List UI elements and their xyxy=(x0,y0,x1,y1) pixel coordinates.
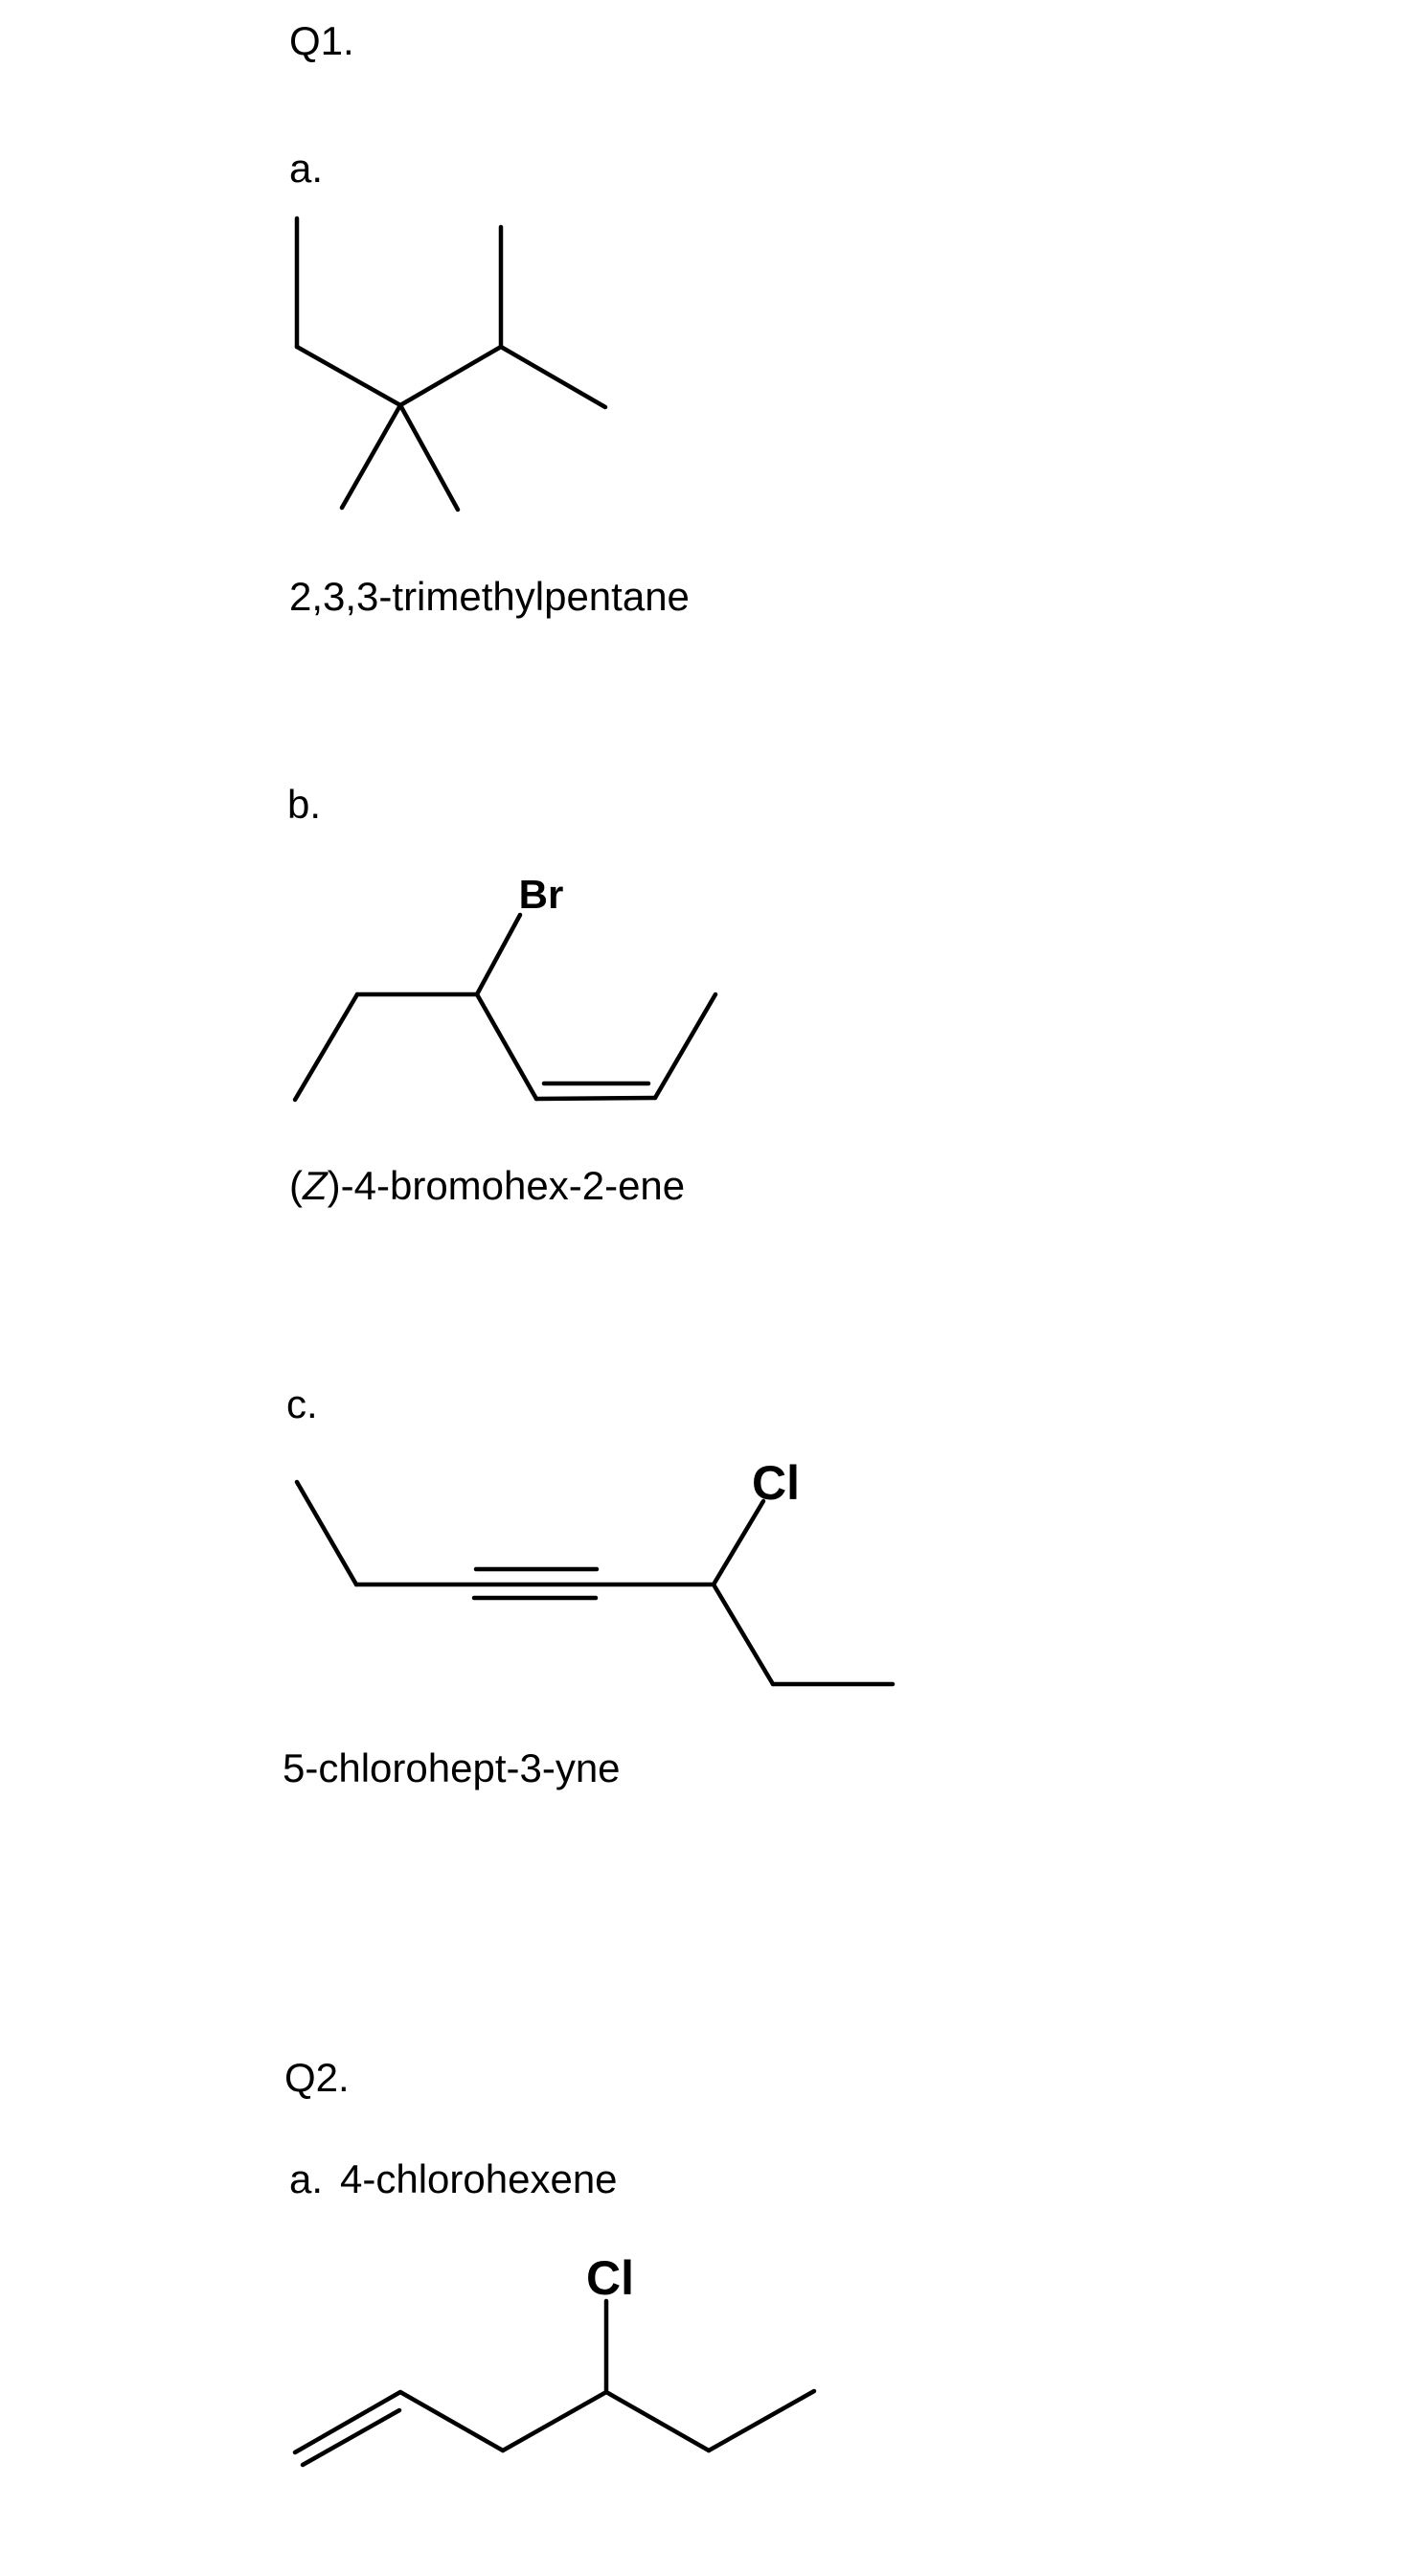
bond xyxy=(536,1098,655,1099)
bond xyxy=(400,347,501,405)
bond xyxy=(342,405,400,508)
q2-part-a-caption: 4-chlorohexene xyxy=(340,2156,618,2201)
caption-name-rest: )-4-bromohex-2-ene xyxy=(327,1163,686,1208)
structure-chloroheptyne xyxy=(278,1451,919,1710)
bond xyxy=(477,994,536,1099)
bond-to-bromine xyxy=(477,915,520,994)
bond xyxy=(709,2391,814,2451)
atom-label-br: Br xyxy=(518,872,564,917)
bond xyxy=(295,2392,400,2452)
q2-part-a-label: a. xyxy=(289,2156,324,2201)
bond xyxy=(606,2392,709,2451)
caption-stereo-descriptor: Z xyxy=(303,1163,328,1208)
atom-label-cl: Cl xyxy=(586,2251,634,2305)
structure-b-caption xyxy=(289,1163,686,1208)
bond xyxy=(297,1482,356,1584)
bond xyxy=(297,347,400,405)
bond xyxy=(400,2392,503,2451)
structure-c-caption: 5-chlorohept-3-yne xyxy=(283,1745,621,1790)
structure-trimethylpentane xyxy=(278,206,632,522)
q2-heading: Q2. xyxy=(284,2055,350,2100)
bond xyxy=(501,347,605,407)
structure-bromohexene xyxy=(278,867,737,1126)
q1-part-b-label: b. xyxy=(287,782,322,827)
atom-label-cl: Cl xyxy=(752,1456,800,1510)
bond xyxy=(503,2392,606,2451)
bond xyxy=(655,994,715,1098)
bond xyxy=(295,994,357,1100)
structure-a-caption: 2,3,3-trimethylpentane xyxy=(289,574,690,619)
q1-part-a-label: a. xyxy=(289,146,324,191)
bond-to-chlorine xyxy=(714,1501,763,1584)
caption-paren-open: ( xyxy=(289,1163,303,1208)
structure-chlorohexene xyxy=(278,2246,843,2486)
q1-part-c-label: c. xyxy=(286,1381,318,1426)
q1-heading: Q1. xyxy=(289,18,354,63)
bond xyxy=(714,1584,773,1684)
bond xyxy=(400,405,458,510)
